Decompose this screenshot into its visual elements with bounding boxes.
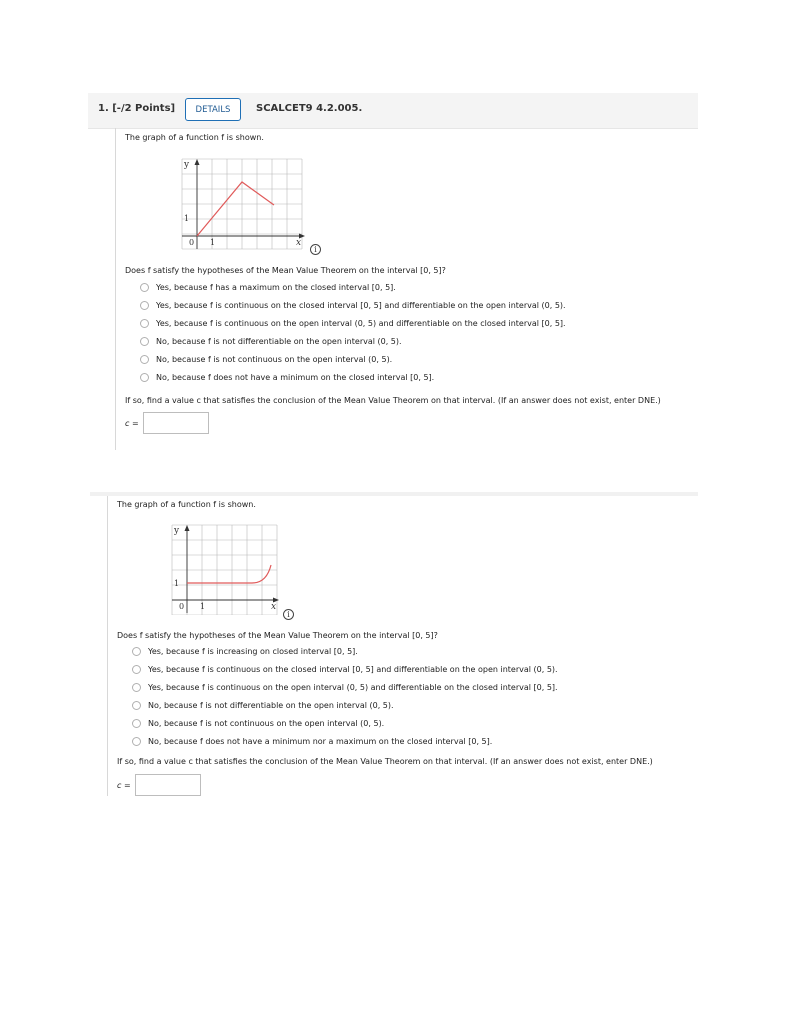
c-answer-input[interactable]: [143, 412, 209, 434]
graph-2-curve: [187, 565, 271, 583]
graph-1-origin: 0: [189, 238, 195, 247]
option-label: Yes, because f is increasing on closed interval [0, 5].: [148, 646, 358, 656]
option-label: Yes, because f is continuous on the closed interval [0, 5] and differentiable on the open interval (0, 5).: [156, 300, 566, 310]
graph-2-grid: [172, 525, 277, 615]
info-icon[interactable]: i: [283, 609, 294, 620]
option-radio[interactable]: [140, 278, 566, 296]
radio-button[interactable]: [132, 719, 141, 728]
option-label: No, because f does not have a minimum on the closed interval [0, 5].: [156, 372, 435, 382]
option-label: No, because f is not differentiable on the open interval (0, 5).: [148, 700, 394, 710]
radio-button[interactable]: [132, 737, 141, 746]
graph-1-grid: [182, 159, 302, 249]
radio-button[interactable]: [140, 337, 149, 346]
graph-2-tick-x: 1: [200, 602, 206, 611]
mvt-hypothesis-question: Does f satisfy the hypotheses of the Mean Value Theorem on the interval [0, 5]?: [117, 631, 438, 640]
answer-options-1: [140, 278, 566, 386]
option-radio[interactable]: [140, 350, 566, 368]
option-label: Yes, because f is continuous on the closed interval [0, 5] and differentiable on the open interval (0, 5).: [148, 664, 558, 674]
option-label: Yes, because f is continuous on the open interval (0, 5) and differentiable on the closed interval [0, 5].: [156, 318, 566, 328]
answer-label: c =: [117, 780, 131, 790]
option-radio[interactable]: [132, 732, 558, 750]
option-radio[interactable]: [140, 296, 566, 314]
graph-2-x-label: x: [271, 602, 277, 612]
option-radio[interactable]: [132, 696, 558, 714]
option-radio[interactable]: [132, 678, 558, 696]
graph-1-curve: [197, 182, 274, 236]
question-number-points: 1. [-/2 Points]: [98, 103, 176, 114]
graph-1-tick-y: 1: [184, 214, 190, 223]
graph-intro: The graph of a function f is shown.: [117, 500, 256, 509]
answer-options-2: [132, 642, 558, 750]
option-label: Yes, because f has a maximum on the closed interval [0, 5].: [156, 282, 396, 292]
mvt-conclusion-prompt: If so, find a value c that satisfies the conclusion of the Mean Value Theorem on that interval. (If an answer does not exist, enter DNE.): [117, 757, 653, 766]
radio-button[interactable]: [132, 683, 141, 692]
radio-button[interactable]: [140, 355, 149, 364]
mvt-hypothesis-question: Does f satisfy the hypotheses of the Mean Value Theorem on the interval [0, 5]?: [125, 266, 446, 275]
graph-2-tick-y: 1: [174, 579, 180, 588]
radio-button[interactable]: [140, 301, 149, 310]
graph-2-y-label: y: [174, 526, 180, 536]
graph-intro: The graph of a function f is shown.: [125, 133, 264, 142]
mvt-conclusion-prompt: If so, find a value c that satisfies the conclusion of the Mean Value Theorem on that interval. (If an answer does not exist, enter DNE.): [125, 396, 661, 405]
option-label: No, because f does not have a minimum nor a maximum on the closed interval [0, 5].: [148, 736, 493, 746]
radio-button[interactable]: [140, 283, 149, 292]
option-radio[interactable]: [132, 642, 558, 660]
graph-2-svg: [170, 523, 280, 615]
graph-1-tick-x: 1: [210, 238, 216, 247]
option-label: No, because f is not continuous on the open interval (0, 5).: [148, 718, 385, 728]
radio-button[interactable]: [132, 647, 141, 656]
option-radio[interactable]: [132, 660, 558, 678]
radio-button[interactable]: [140, 319, 149, 328]
details-button[interactable]: DETAILS: [185, 98, 241, 121]
graph-1-y-arrow: [195, 159, 200, 165]
info-icon[interactable]: i: [310, 244, 321, 255]
answer-row-1: [125, 412, 209, 434]
question-header: [88, 93, 698, 129]
answer-row-2: [117, 774, 201, 796]
radio-button[interactable]: [132, 665, 141, 674]
graph-2-origin: 0: [179, 602, 185, 611]
graph-1-y-label: y: [184, 160, 190, 170]
radio-button[interactable]: [132, 701, 141, 710]
option-radio[interactable]: [132, 714, 558, 732]
function-graph-2: [170, 523, 280, 619]
answer-label: c =: [125, 418, 139, 428]
option-radio[interactable]: [140, 314, 566, 332]
question-part-2: [107, 496, 708, 796]
c-answer-input[interactable]: [135, 774, 201, 796]
graph-1-svg: [180, 157, 306, 251]
option-radio[interactable]: [140, 368, 566, 386]
option-label: Yes, because f is continuous on the open interval (0, 5) and differentiable on the closed interval [0, 5].: [148, 682, 558, 692]
question-code: SCALCET9 4.2.005.: [256, 103, 363, 114]
option-radio[interactable]: [140, 332, 566, 350]
question-part-1: [115, 128, 706, 450]
radio-button[interactable]: [140, 373, 149, 382]
graph-1-x-label: x: [296, 238, 302, 248]
option-label: No, because f is not continuous on the open interval (0, 5).: [156, 354, 393, 364]
option-label: No, because f is not differentiable on the open interval (0, 5).: [156, 336, 402, 346]
function-graph-1: [180, 157, 306, 255]
graph-2-y-arrow: [185, 525, 190, 531]
